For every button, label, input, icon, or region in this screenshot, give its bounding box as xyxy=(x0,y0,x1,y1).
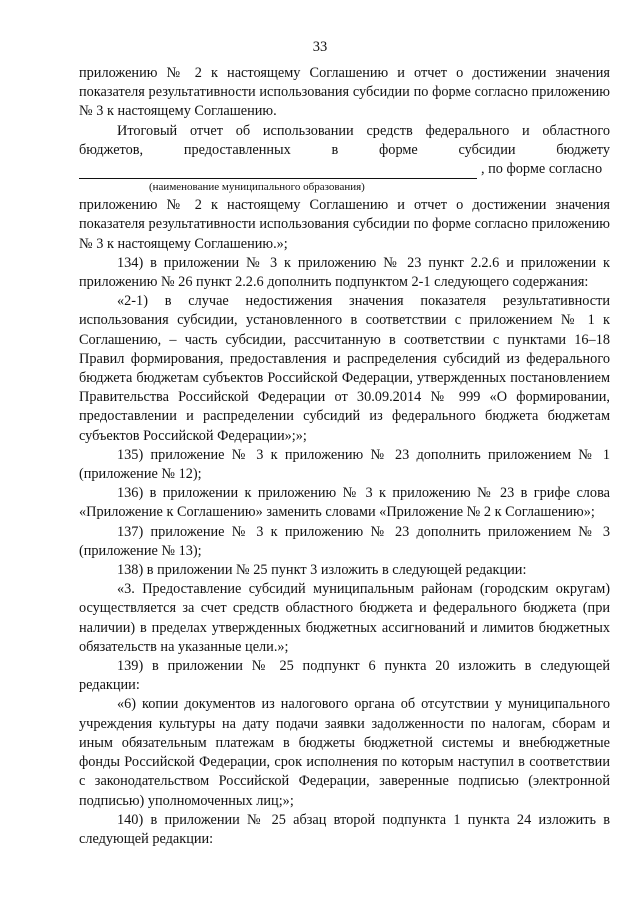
paragraph-continuation-2: приложению № 2 к настоящему Соглашению и отчет о достижении значения показателя результативности использования субсидии по форме согласно приложению № 3 к настоящему Соглашению.»; xyxy=(79,197,610,252)
paragraph-134: 134) в приложении № 3 к приложению № 23 пункт 2.2.6 и приложении к приложению № 26 пункт 2.2.6 дополнить подпунктом 2-1 следующего содержания: xyxy=(79,254,610,291)
page-number: 33 xyxy=(312,39,328,55)
paragraph-6: «6) копии документов из налогового органа об отсутствии у муниципального учреждения культуры на дату подачи заявки задолженности по налогам, сборам и иным обязательным платежам в бюджеты бюджетной системы и внебюджетные фонды Российской Федерации, срок исполнения по которым наступил в соответствии с законодательством Российской Федерации, заверенные подписью (электронной подписью) уполномоченных лиц;»; xyxy=(79,696,610,809)
blank-fill-line xyxy=(79,164,477,179)
paragraph-137: 137) приложение № 3 к приложению № 23 дополнить приложением № 3 (приложение № 13); xyxy=(79,523,610,559)
paragraph-139: 139) в приложении № 25 подпункт 6 пункта 20 изложить в следующей редакции: xyxy=(79,658,610,694)
paragraph-135: 135) приложение № 3 к приложению № 23 дополнить приложением № 1 (приложение № 12); xyxy=(79,446,610,483)
document-body xyxy=(79,64,610,849)
fill-in-line-row xyxy=(79,160,610,179)
paragraph-2-1: «2-1) в случае недостижения значения показателя результативности использования субсидии, установленного в соответствии с приложением № 1 к Соглашению, – часть субсидии, рассчитанную в соответствии с пунктами 16–18 Правил формирования, предоставления и распределения субсидий из федерального бюджета бюджетам субъектов Российской Федерации, утвержденных постановлением Правительства Российской Федерации от 30.09.2014 № 999 «О формировании, предоставлении и распределении субсидий из федерального бюджета бюджетам субъектов Российской Федерации»;»; xyxy=(79,293,610,444)
paragraph-140: 140) в приложении № 25 абзац второй подпункта 1 пункта 24 изложить в следующей редакции: xyxy=(79,811,610,847)
paragraph-continuation: приложению № 2 к настоящему Соглашению и отчет о достижении значения показателя результативности использования субсидии по форме согласно приложению № 3 к настоящему Соглашению. xyxy=(79,65,610,120)
paragraph-138: 138) в приложении № 25 пункт 3 изложить в следующей редакции: xyxy=(117,562,527,579)
paragraph-3: «3. Предоставление субсидий муниципальным районам (городским округам) осуществляется за счет средств областного бюджета и федерального бюджета (при наличии) в пределах утвержденных бюджетных ассигнований и лимитов бюджетных обязательств на указанные цели.»; xyxy=(79,581,610,655)
paragraph-final-report: Итоговый отчет об использовании средств федерального и областного бюджетов, предоставленных в форме субсидии бюджету xyxy=(79,122,610,158)
blank-line-suffix: , по форме согласно xyxy=(481,161,603,177)
paragraph-136: 136) в приложении к приложению № 3 к приложению № 23 в грифе слова «Приложение к Соглашению» заменить словами «Приложение № 2 к Соглашению»; xyxy=(79,485,610,521)
blank-line-caption: (наименование муниципального образования) xyxy=(149,181,365,194)
